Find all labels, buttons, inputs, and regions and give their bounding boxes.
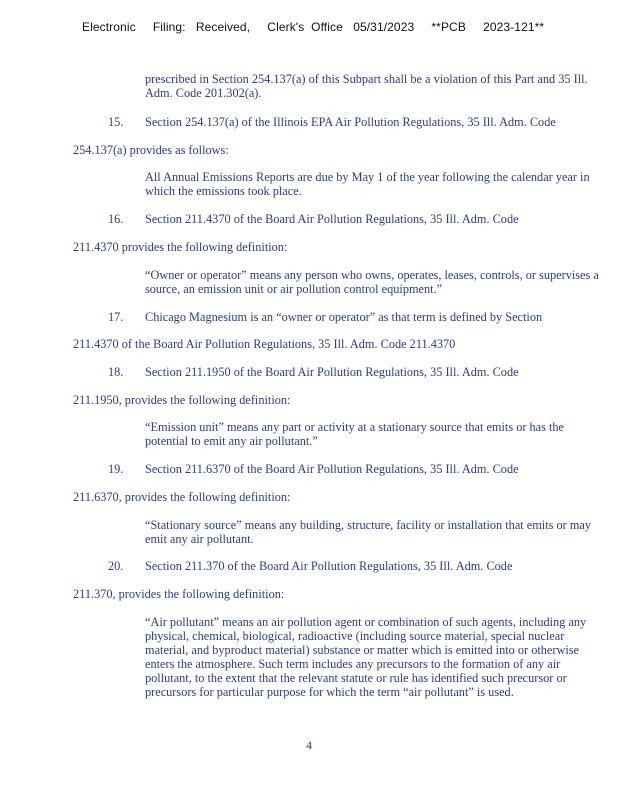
paragraph-16-quote: “Owner or operator” means any person who owns, operates, leases, controls, or supervises a source, an emission unit or air pollution control equipment.” bbox=[145, 268, 599, 296]
paragraph-18-number: 18. bbox=[108, 365, 124, 379]
paragraph-19-number: 19. bbox=[108, 462, 124, 476]
paragraph-17-continuation: 211.4370 of the Board Air Pollution Regulations, 35 Ill. Adm. Code 211.4370 bbox=[73, 337, 456, 351]
paragraph-20-lead: Section 211.370 of the Board Air Pollution Regulations, 35 Ill. Adm. Code bbox=[145, 559, 513, 573]
paragraph-17-number: 17. bbox=[108, 310, 124, 324]
paragraph-16-number: 16. bbox=[108, 212, 124, 226]
paragraph-20-quote: “Air pollutant” means an air pollution agent or combination of such agents, including any physical, chemical, biological, radioactive (including source material, special nuclear material, and byproduct material) substance or matter which is emitted into or otherwise enters the atmosphere. Such term includes any precursors to the formation of any air pollutant, to the extent that the relevant statute or rule has identified such precursor or precursors for particular purpose for which the term “air pollutant” is used. bbox=[145, 615, 587, 699]
paragraph-18-continuation: 211.1950, provides the following definition: bbox=[73, 393, 291, 407]
filing-stamp-header: Electronic Filing: Received, Clerk's Office 05/31/2023 **PCB 2023-121** bbox=[82, 20, 545, 34]
paragraph-15-quote: All Annual Emissions Reports are due by May 1 of the year following the calendar year in which the emissions took place. bbox=[145, 170, 590, 198]
paragraph-15-lead: Section 254.137(a) of the Illinois EPA Air Pollution Regulations, 35 Ill. Adm. Code bbox=[145, 115, 556, 129]
paragraph-19-continuation: 211.6370, provides the following definition: bbox=[73, 490, 291, 504]
paragraph-16-lead: Section 211.4370 of the Board Air Pollution Regulations, 35 Ill. Adm. Code bbox=[145, 212, 519, 226]
paragraph-20-number: 20. bbox=[108, 559, 124, 573]
paragraph-17-lead: Chicago Magnesium is an “owner or operator” as that term is defined by Section bbox=[145, 310, 543, 324]
paragraph-19-quote: “Stationary source” means any building, structure, facility or installation that emits or may emit any air pollutant. bbox=[145, 518, 591, 546]
paragraph-18-lead: Section 211.1950 of the Board Air Pollution Regulations, 35 Ill. Adm. Code bbox=[145, 365, 519, 379]
paragraph-19-lead: Section 211.6370 of the Board Air Pollution Regulations, 35 Ill. Adm. Code bbox=[145, 462, 519, 476]
paragraph-15-number: 15. bbox=[108, 115, 124, 129]
continued-quote: prescribed in Section 254.137(a) of this Subpart shall be a violation of this Part and 35 Ill. Adm. Code 201.302(a). bbox=[145, 72, 588, 100]
paragraph-20-continuation: 211.370, provides the following definition: bbox=[73, 587, 285, 601]
page-number: 4 bbox=[306, 738, 312, 752]
paragraph-18-quote: “Emission unit” means any part or activity at a stationary source that emits or has the potential to emit any air pollutant.” bbox=[145, 420, 565, 448]
paragraph-15-continuation: 254.137(a) provides as follows: bbox=[73, 143, 229, 157]
paragraph-16-continuation: 211.4370 provides the following definition: bbox=[73, 240, 288, 254]
